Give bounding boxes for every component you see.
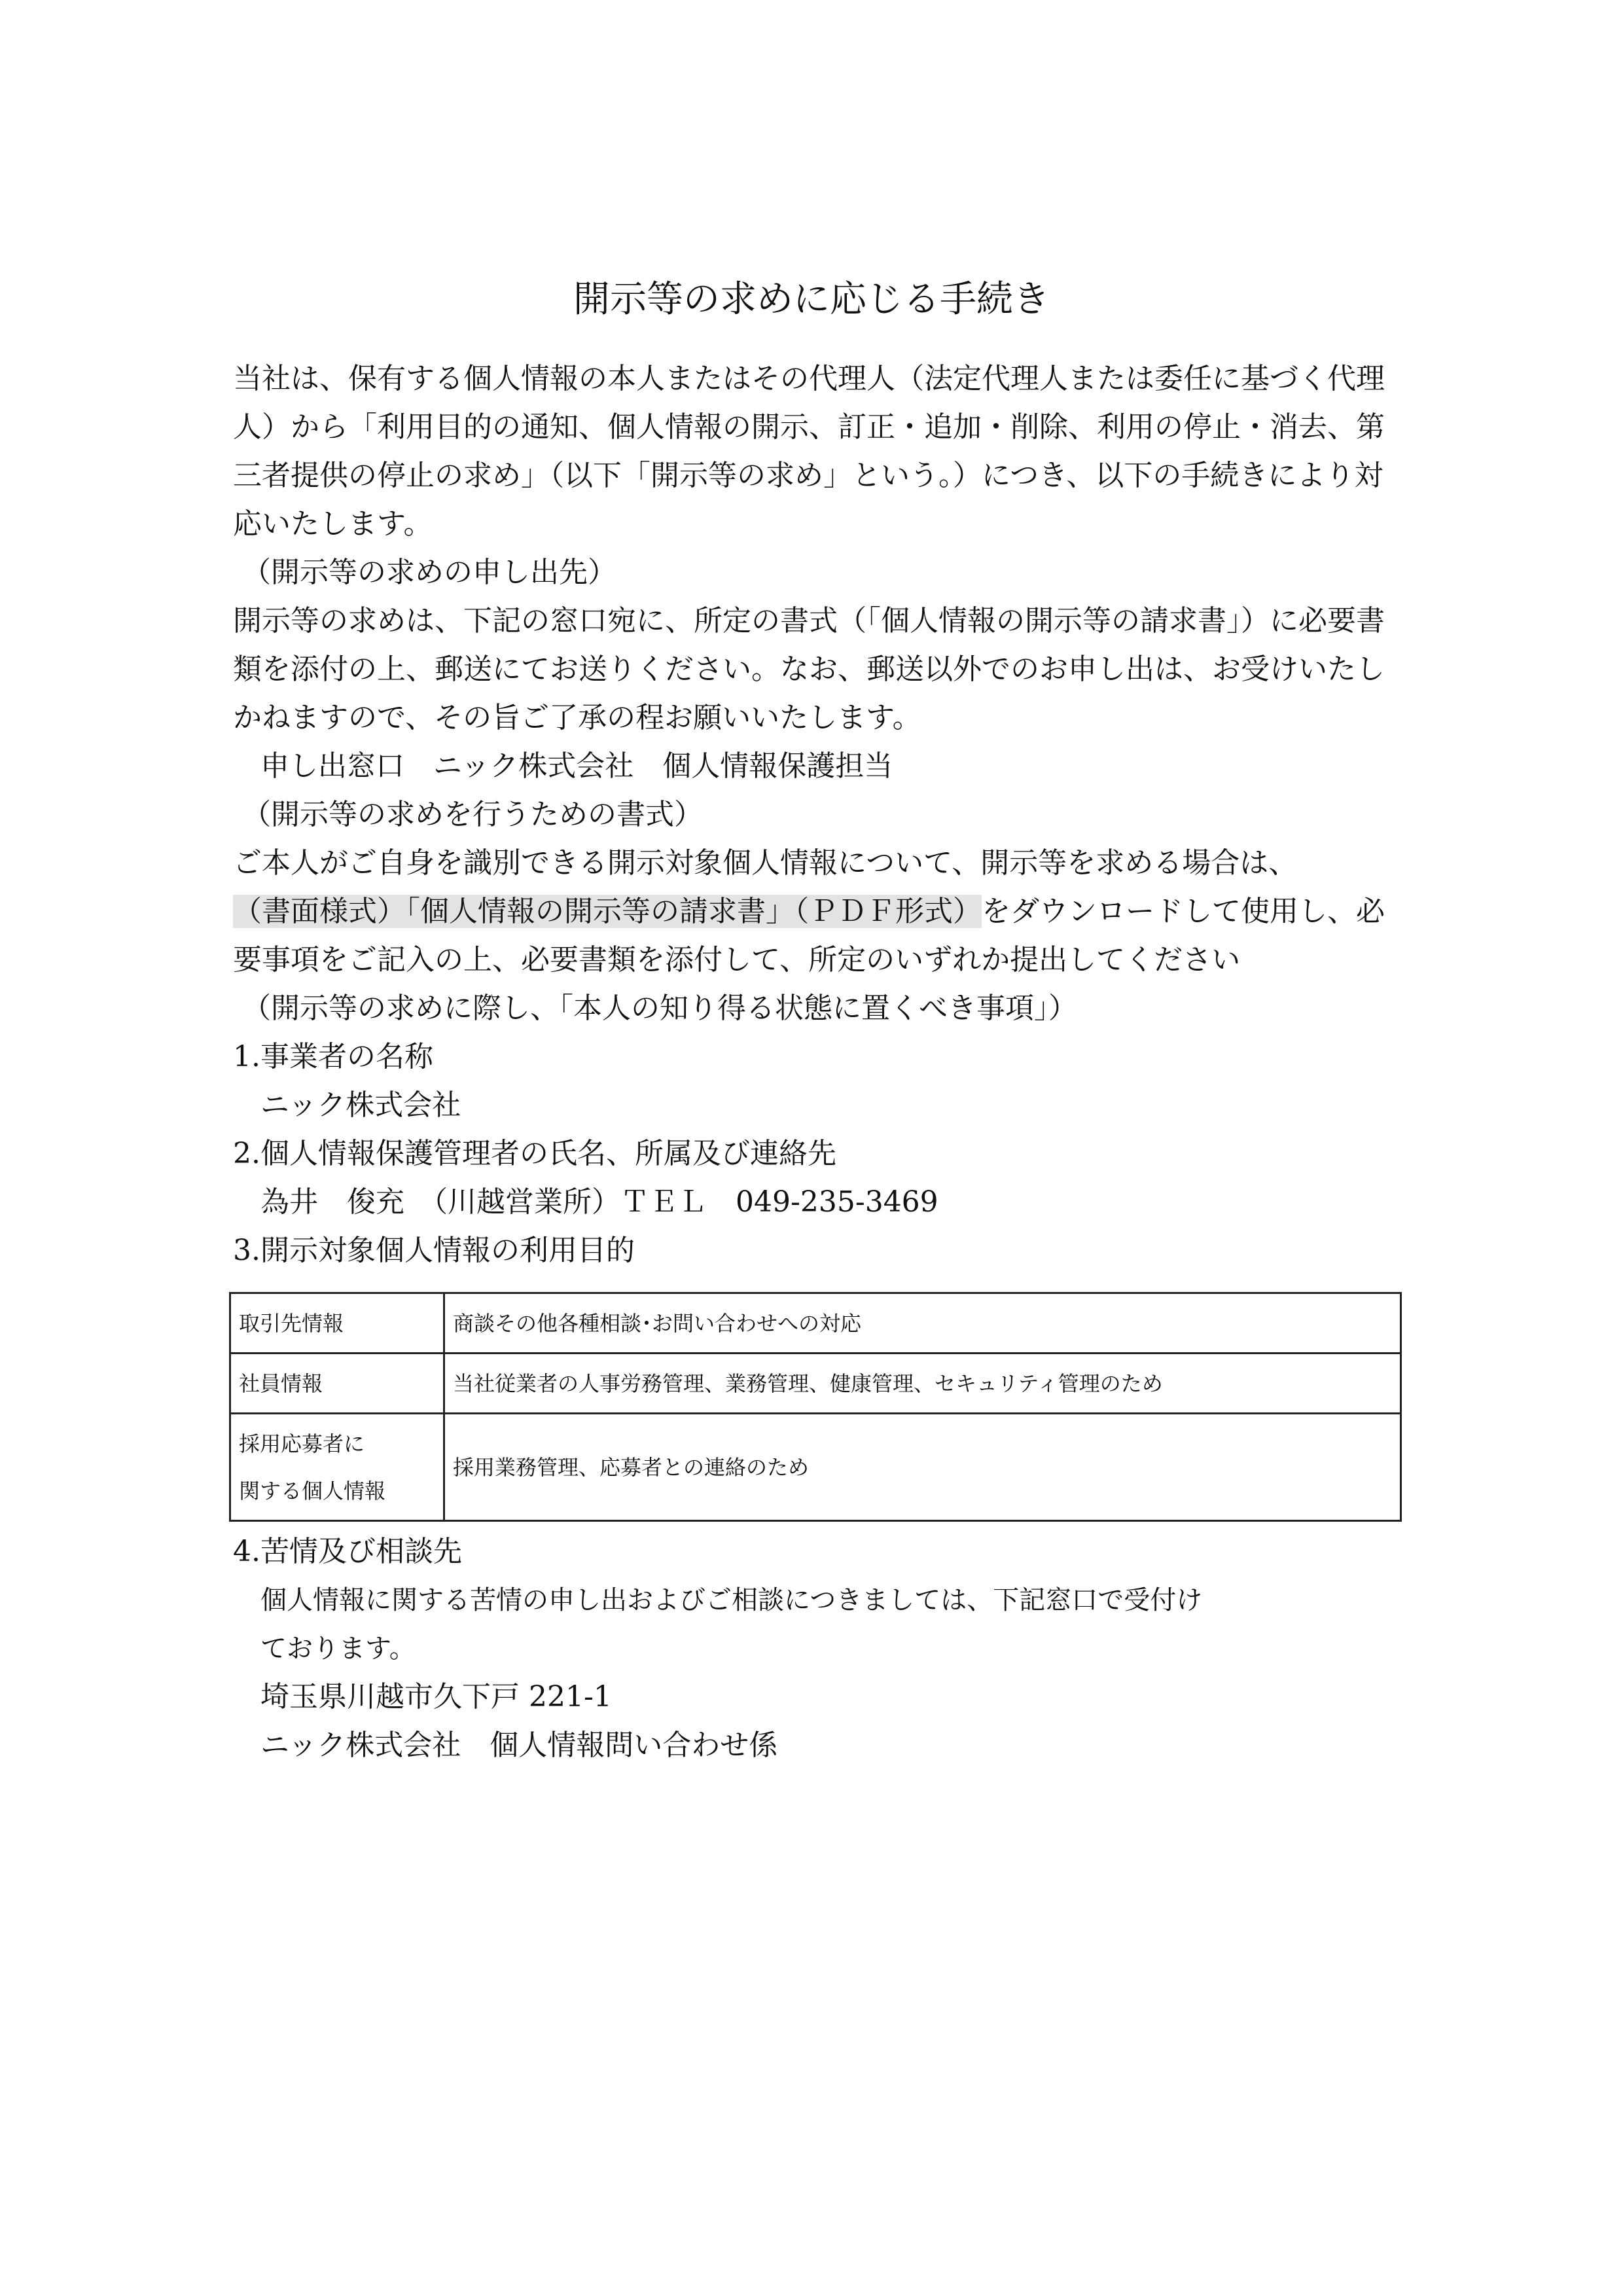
table-cell-category-line-1: 採用応募者に: [239, 1431, 365, 1456]
table-cell-purpose: 当社従業者の人事労務管理、業務管理、健康管理、セキュリティ管理のため: [444, 1354, 1401, 1414]
intro-line-2: 人）から「利用目的の通知、個人情報の開示、訂正・追加・削除、利用の停止・消去、第: [233, 410, 1385, 444]
purpose-table: [229, 1292, 1402, 1522]
section-heading-disclosure-items: （開示等の求めに際し、「本人の知り得る状態に置くべき事項」）: [242, 992, 1077, 1025]
item4-text-line-2: ております。: [260, 1634, 416, 1664]
intro-line-3: 三者提供の停止の求め」（以下「開示等の求め」という。）につき、以下の手続きにより対: [233, 459, 1383, 492]
section1-line-1: 開示等の求めは、下記の窓口宛に、所定の書式（「個人情報の開示等の請求書」）に必要書: [233, 604, 1385, 637]
item2-label: 2.個人情報保護管理者の氏名、所属及び連絡先: [233, 1137, 836, 1170]
table-row: [230, 1293, 1401, 1354]
section-heading-request-form: （開示等の求めを行うための書式）: [242, 798, 703, 831]
table-cell-category: [230, 1414, 444, 1521]
table-cell-category: 社員情報: [230, 1354, 444, 1414]
section2-line-1: ご本人がご自身を識別できる開示対象個人情報について、開示等を求める場合は、: [233, 846, 1298, 880]
contact-desk: ニック株式会社 個人情報問い合わせ係: [260, 1729, 778, 1762]
contact-address: 埼玉県川越市久下戸 221-1: [260, 1680, 612, 1713]
item4-text-line-1: 個人情報に関する苦情の申し出およびご相談につきましては、下記窓口で受付け: [260, 1585, 1203, 1615]
table-row: [230, 1414, 1401, 1521]
table-row: [230, 1354, 1401, 1414]
table-cell-purpose: 採用業務管理、応募者との連絡のため: [444, 1414, 1401, 1521]
section2-line-2: [233, 888, 1385, 936]
section1-line-3: かねますので、その旨ご了承の程お願いいたします。: [233, 701, 921, 734]
intro-line-4: 応いたします。: [233, 507, 433, 541]
section2-line-2-rest: をダウンロードして使用し、必: [982, 895, 1385, 928]
page-title: 開示等の求めに応じる手続き: [573, 278, 1050, 321]
intro-line-1: 当社は、保有する個人情報の本人またはその代理人（法定代理人または委任に基づく代理: [233, 362, 1385, 395]
table-cell-category-line-2: 関する個人情報: [239, 1478, 386, 1503]
request-contact: 申し出窓口 ニック株式会社 個人情報保護担当: [260, 749, 893, 783]
section2-line-3: 要事項をご記入の上、必要書類を添付して、所定のいずれか提出してください: [233, 943, 1241, 977]
table-cell-purpose: 商談その他各種相談･お問い合わせへの対応: [444, 1293, 1401, 1354]
item1-label: 1.事業者の名称: [233, 1040, 433, 1073]
item1-value: ニック株式会社: [260, 1088, 461, 1122]
table-cell-category: 取引先情報: [230, 1293, 444, 1354]
section-heading-request-address: （開示等の求めの申し出先）: [242, 556, 616, 589]
request-form-download-link[interactable]: （書面様式）「個人情報の開示等の請求書」（ＰＤＦ形式）: [233, 895, 982, 928]
item4-label: 4.苦情及び相談先: [233, 1535, 462, 1568]
section1-line-2: 類を添付の上、郵送にてお送りください。なお、郵送以外でのお申し出は、お受けいたし: [233, 653, 1385, 686]
item2-value: 為井 俊充 （川越営業所）ＴＥＬ 049-235-3469: [260, 1185, 938, 1219]
item3-label: 3.開示対象個人情報の利用目的: [233, 1234, 635, 1267]
